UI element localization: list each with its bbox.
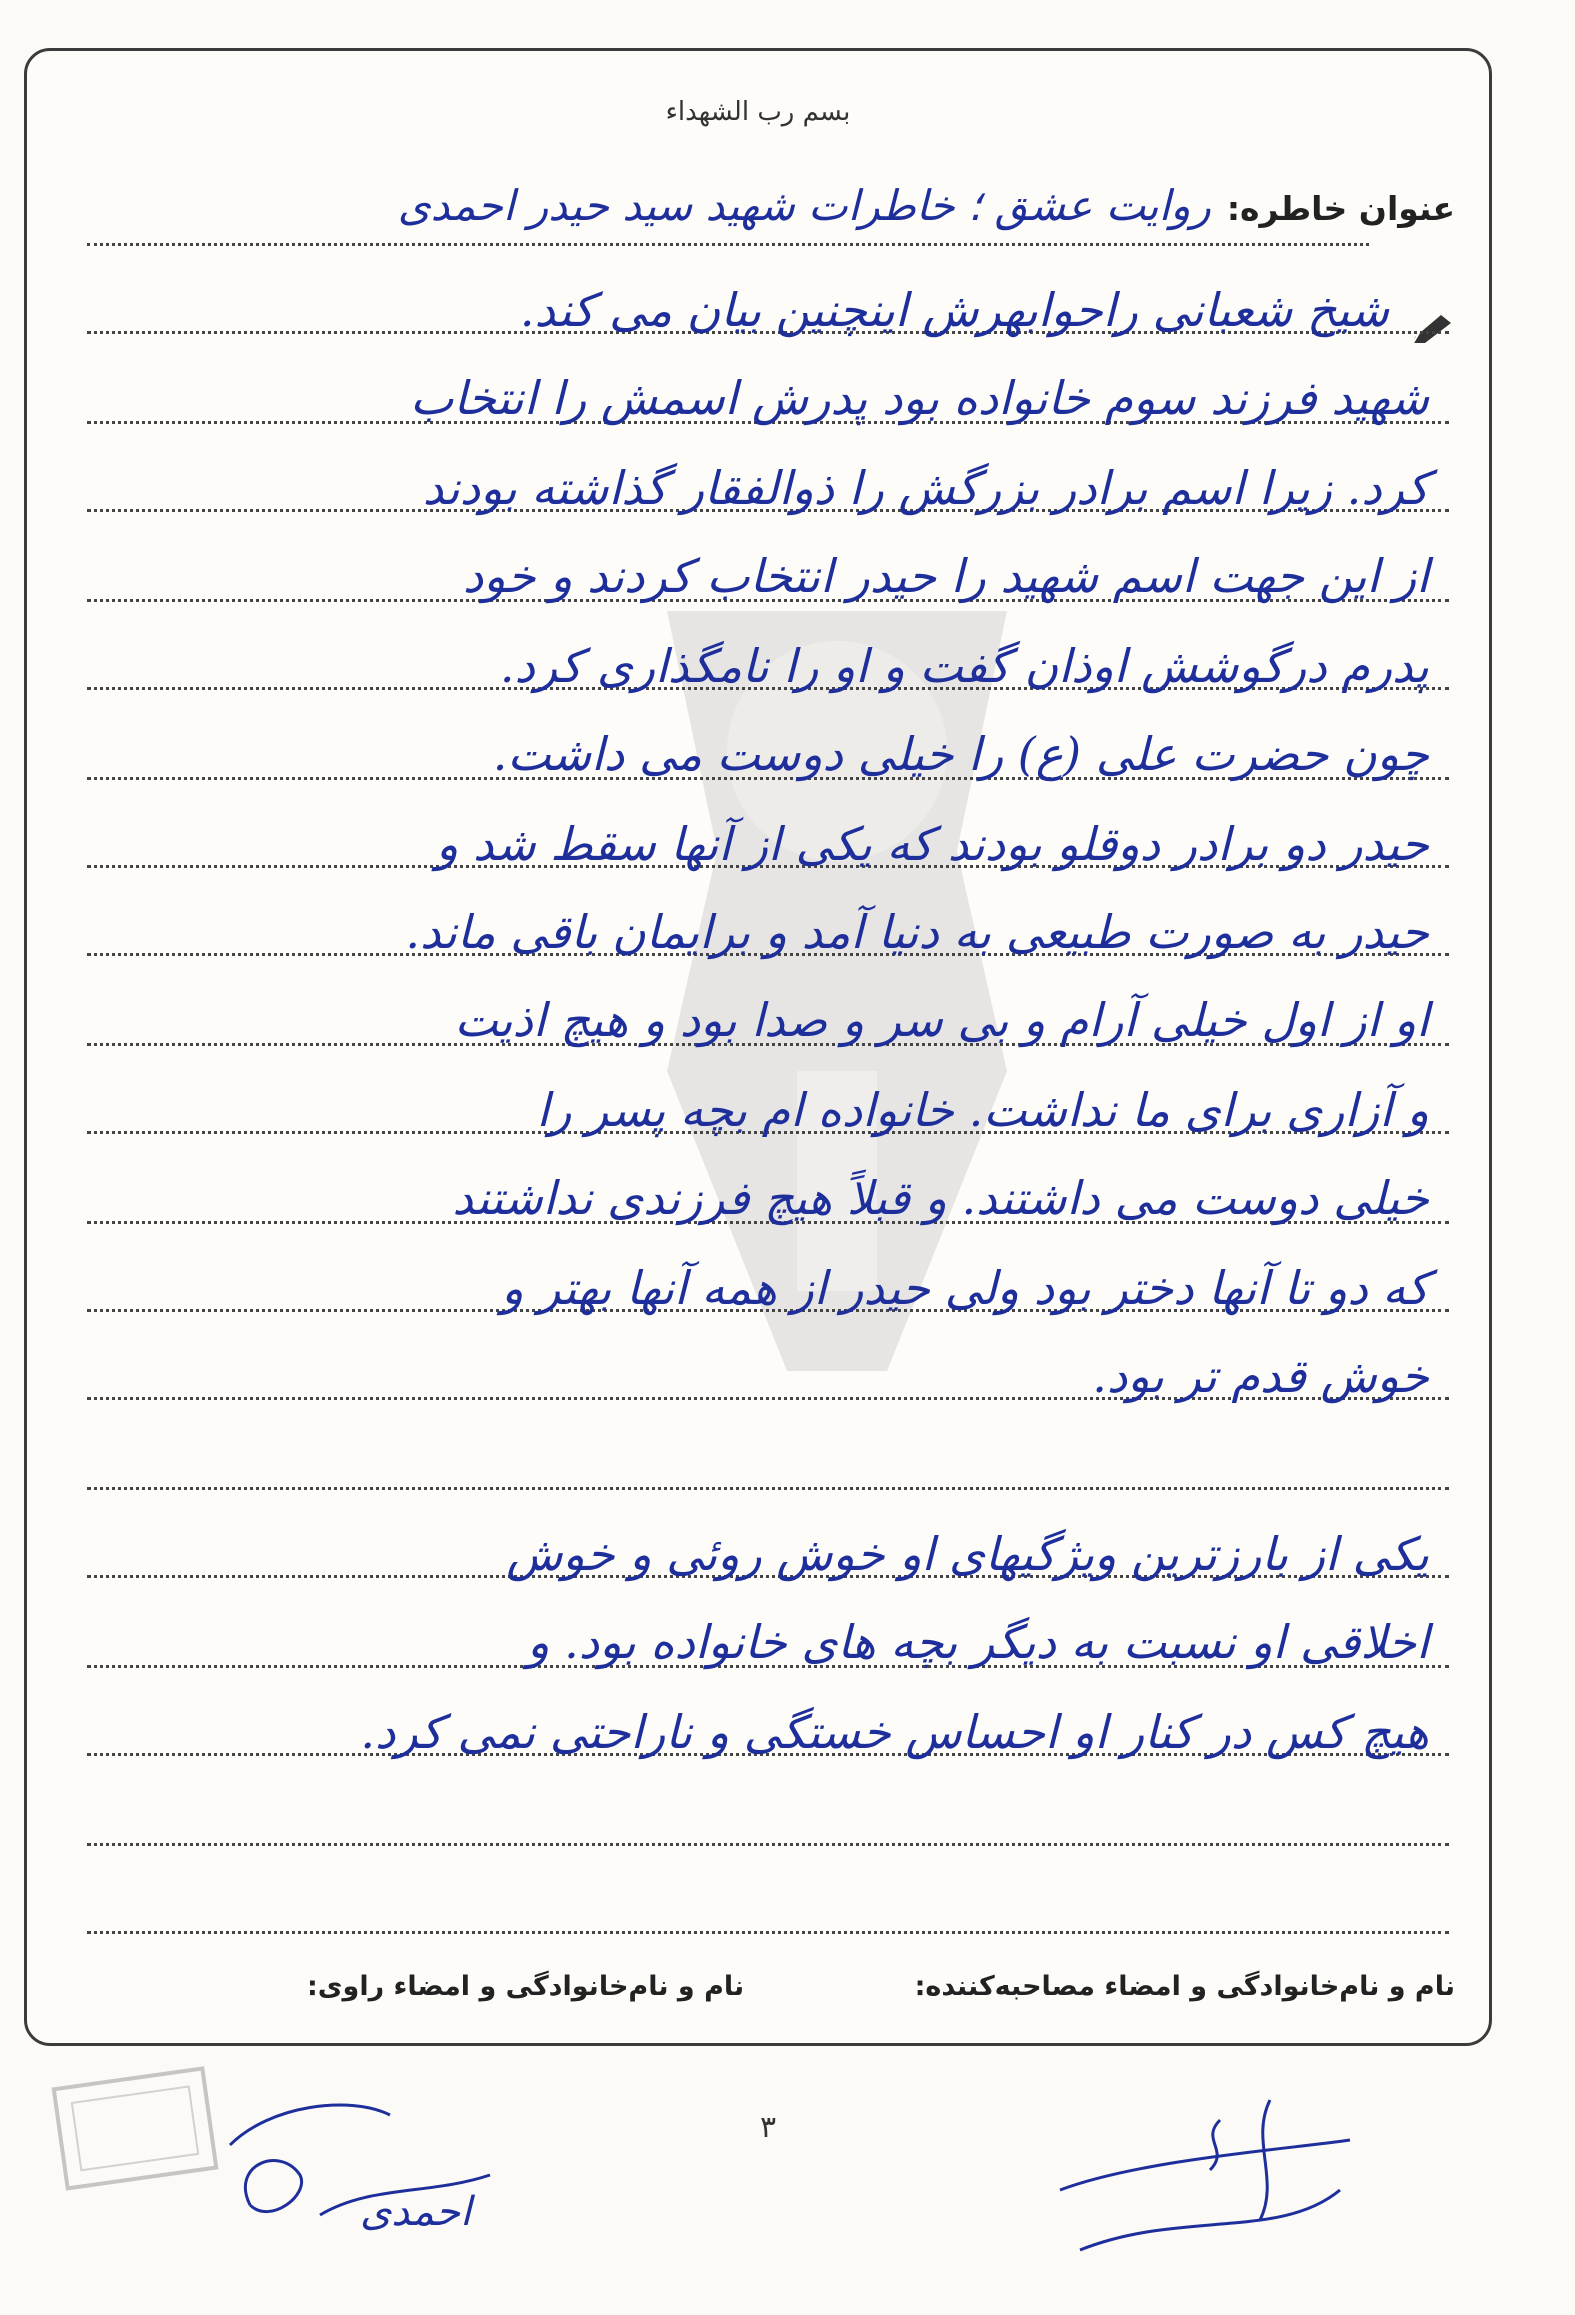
page-number: ۳: [760, 2110, 777, 2145]
handwritten-line: او از اول خیلی آرام و بی سر و صدا بود و هیچ اذیت: [454, 993, 1429, 1047]
ruled-line: [87, 1487, 1449, 1490]
ruled-line: [87, 1843, 1449, 1846]
narrator-signature-label: نام و نام‌خانوادگی و امضاء راوی:: [307, 1971, 745, 2002]
signature-text: احمدی: [360, 2189, 472, 2235]
handwritten-line: از این جهت اسم شهید را حیدر انتخاب کردند و خود: [462, 549, 1429, 603]
handwritten-line: و آزاری برای ما نداشت. خانواده ام بچه پسر را: [536, 1083, 1429, 1137]
page-header: بسم رب الشهداء: [665, 97, 851, 127]
handwritten-line: چون حضرت علی (ع) را خیلی دوست می داشت.: [492, 727, 1429, 781]
handwritten-line: شهید فرزند سوم خانواده بود پدرش اسمش را انتخاب: [410, 371, 1429, 425]
handwritten-line: پدرم درگوشش اوذان گفت و او را نامگذاری کرد.: [499, 639, 1429, 693]
handwritten-line: حیدر دو برادر دوقلو بودند که یکی از آنها سقط شد و: [436, 817, 1429, 871]
handwritten-line: حیدر به صورت طبیعی به دنیا آمد و برایمان باقی ماند.: [405, 905, 1429, 959]
handwritten-line: یکی از بارزترین ویژگیهای او خوش روئی و خوش: [506, 1527, 1429, 1581]
handwritten-line: کرد. زیرا اسم برادر بزرگش را ذوالفقار گذاشته بودند: [422, 461, 1429, 515]
handwritten-line: اخلاقی او نسبت به دیگر بچه های خانواده بود. و: [527, 1615, 1429, 1669]
handwritten-line: هیچ کس در کنار او احساس خستگی و ناراحتی نمی کرد.: [360, 1705, 1429, 1759]
ruled-line: [87, 1931, 1449, 1934]
document-frame: [24, 48, 1492, 2046]
title-value: روایت عشق ؛ خاطرات شهید سید حیدر احمدی: [397, 181, 1211, 230]
interviewer-signature-label: نام و نام‌خانوادگی و امضاء مصاحبه‌کننده:: [914, 1971, 1455, 2002]
narrator-signature: [210, 2085, 510, 2260]
ruled-line: [87, 243, 1369, 246]
handwritten-line: خوش قدم تر بود.: [1092, 1349, 1429, 1403]
handwritten-line: خیلی دوست می داشتند. و قبلاً هیچ فرزندی نداشتند: [452, 1171, 1429, 1225]
title-label: عنوان خاطره:: [1226, 189, 1455, 228]
handwritten-line: شیخ شعبانی راحوابهرش اینچنین بیان می کند.: [519, 283, 1389, 337]
interviewer-signature: [1020, 2080, 1380, 2280]
handwritten-line: که دو تا آنها دختر بود ولی حیدر از همه آنها بهتر و: [501, 1261, 1429, 1315]
